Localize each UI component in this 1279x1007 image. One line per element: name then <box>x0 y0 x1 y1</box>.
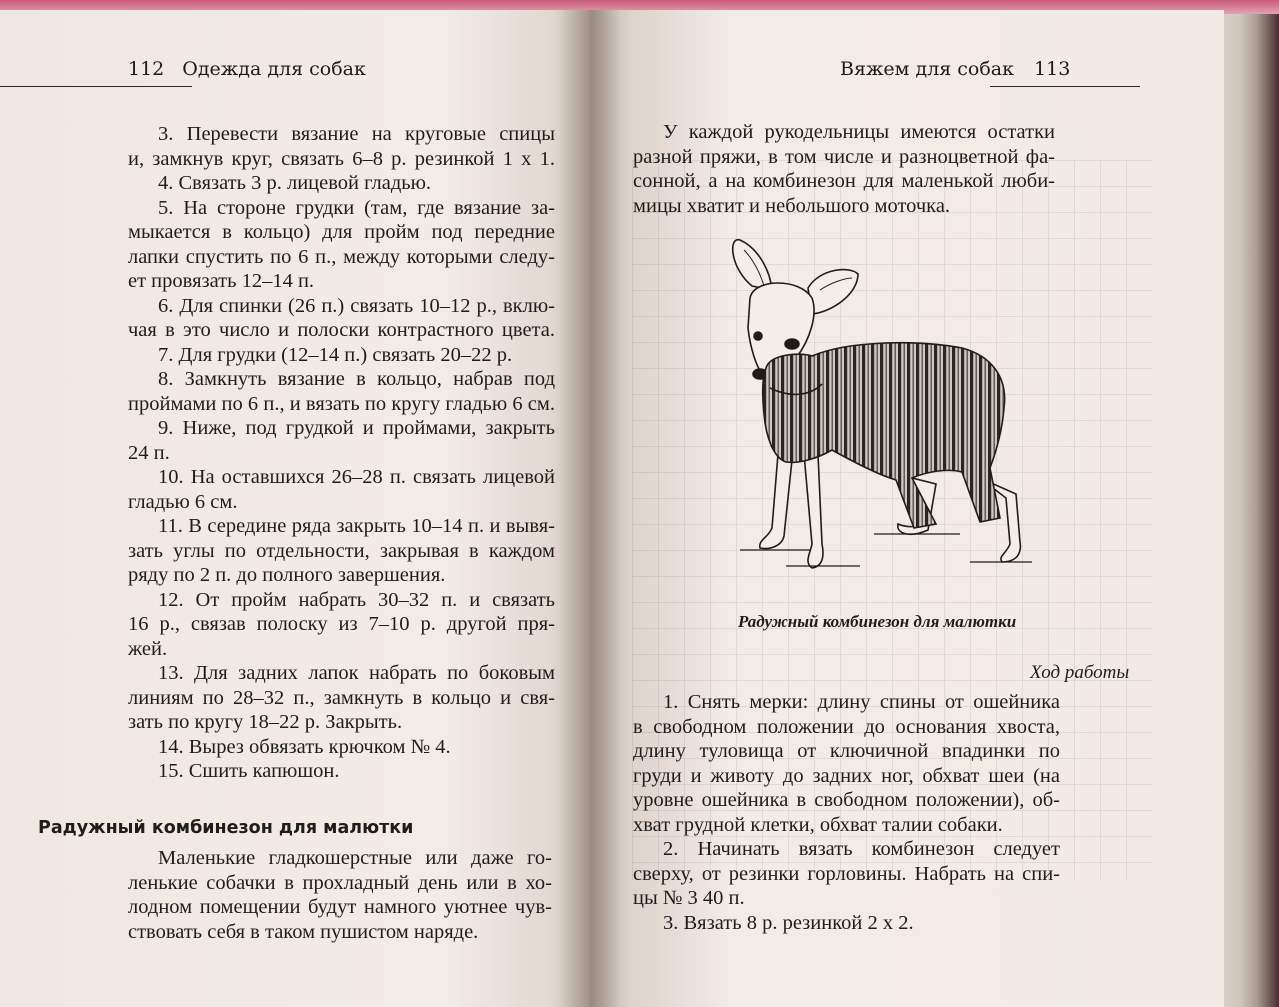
text-line: 14. Вырез обвязать крючком № 4. <box>158 735 451 758</box>
text-line: лапки спустить по 6 п., между которыми следу- <box>128 245 555 268</box>
text-line: 2. Начинать вязать комбинезон следует <box>663 838 1060 860</box>
text-line: проймами по 6 п., и вязать по кругу гладью 6 см. <box>128 392 555 415</box>
right-steps <box>633 690 1060 935</box>
right-header-rule <box>990 86 1140 87</box>
text-line: 16 р., связав полоску из 7–10 р. другой пря- <box>128 613 555 635</box>
right-intro <box>633 120 1055 218</box>
left-header-rule <box>0 86 192 87</box>
jumpsuit-body <box>763 343 1005 528</box>
text-line: 13. Для задних лапок набрать по боковым <box>158 662 555 684</box>
eye <box>785 339 799 349</box>
text-line: 4. Связать 3 р. лицевой гладью. <box>158 172 432 194</box>
right-page-number: 113 <box>1034 58 1071 80</box>
text-line: лодном помещении будут намного уютнее чув- <box>128 896 552 918</box>
dog-jumpsuit-illustration <box>700 228 1040 588</box>
text-line: линиям по 28–32 п., замкнуть в кольцо и свя- <box>128 686 555 709</box>
text-line: 1. Снять мерки: длину спины от ошейника <box>663 691 1060 713</box>
front-leg-right <box>804 454 823 568</box>
left-running-head: Одежда для собак <box>182 58 366 80</box>
text-line: ряду по 2 п. до полного завершения. <box>128 564 446 586</box>
text-line: 12. От пройм набрать 30–32 п. и связать <box>158 588 555 611</box>
text-line: зать по кругу 18–22 р. Закрыть. <box>128 711 403 733</box>
text-line: длину туловища от ключичной впадинки по <box>633 740 1060 762</box>
text-line: гладью 6 см. <box>128 490 238 513</box>
text-line: груди и животу до задних ног, обхват шеи (на <box>633 764 1060 787</box>
text-line: 8. Замкнуть вязание в кольцо, набрав под <box>158 368 555 390</box>
text-line: и, замкнув круг, связать 6–8 р. резинкой 1 х 1. <box>128 147 555 170</box>
text-line: 15. Сшить капюшон. <box>158 760 340 782</box>
text-line: У каждой рукодельницы имеются остатки <box>663 121 1055 143</box>
text-line: ет провязать 12–14 п. <box>128 270 315 292</box>
text-line: сонной, а на комбинезон для маленькой люби- <box>633 170 1055 192</box>
text-line: 10. На оставшихся 26–28 п. связать лицевой <box>158 466 555 488</box>
striped-jumpsuit <box>763 343 1005 528</box>
text-line: 24 п. <box>128 441 170 464</box>
subhead: Ход работы <box>1030 662 1130 683</box>
text-line: ствовать себя в таком пушистом наряде. <box>128 920 479 943</box>
right-running-header <box>840 58 1070 80</box>
text-line: 3. Вязать 8 р. резинкой 2 х 2. <box>663 911 914 934</box>
text-line: 9. Ниже, под грудкой и проймами, закрыть <box>158 417 555 439</box>
text-line: чая в это число и полоски контрастного цвета. <box>128 319 555 341</box>
left-page-number: 112 <box>128 58 165 80</box>
right-ear <box>808 270 858 314</box>
text-line: мыкается в кольцо) для пройм под передние <box>128 221 555 243</box>
text-line: зать углы по отдельности, закрывая в каждом <box>128 539 555 562</box>
left-instructions <box>128 122 555 784</box>
text-line: хват грудной клетки, обхват талии собаки. <box>633 813 1003 836</box>
text-line: 7. Для грудки (12–14 п.) связать 20–22 р. <box>158 343 513 366</box>
right-running-head: Вяжем для собак <box>840 58 1015 80</box>
figure-caption: Радужный комбинезон для малютки <box>738 612 1017 631</box>
text-line: 3. Перевести вязание на круговые спицы <box>158 123 555 145</box>
text-line: разной пряжи, в том числе и разноцветной фа- <box>633 145 1055 168</box>
section-intro <box>38 846 552 944</box>
section-title: Радужный комбинезон для малютки <box>38 818 414 838</box>
page-block-edge <box>1224 14 1279 1007</box>
text-line: мицы хватит и небольшого моточка. <box>633 194 951 217</box>
text-line: 6. Для спинки (26 п.) связать 10–12 р., вклю- <box>158 294 555 317</box>
front-leg-left <box>760 454 792 549</box>
text-line: Маленькие гладкошерстные или даже го- <box>158 847 552 869</box>
text-line: жей. <box>128 637 168 660</box>
text-line: уровне ошейника в свободном положении), об- <box>633 789 1060 811</box>
left-ear <box>733 240 772 290</box>
text-line: ленькие собачки в прохладный день или в хо- <box>128 871 552 894</box>
text-line: цы № 3 40 п. <box>633 887 745 909</box>
text-line: 11. В середине ряда закрыть 10–14 п. и вывя- <box>158 515 555 537</box>
text-line: сверху, от резинки горловины. Набрать на спи- <box>633 862 1060 885</box>
text-line: в свободном положении до основания хвоста, <box>633 715 1060 738</box>
text-line: 5. На стороне грудки (там, где вязание за- <box>158 196 555 219</box>
left-running-header <box>128 58 366 80</box>
